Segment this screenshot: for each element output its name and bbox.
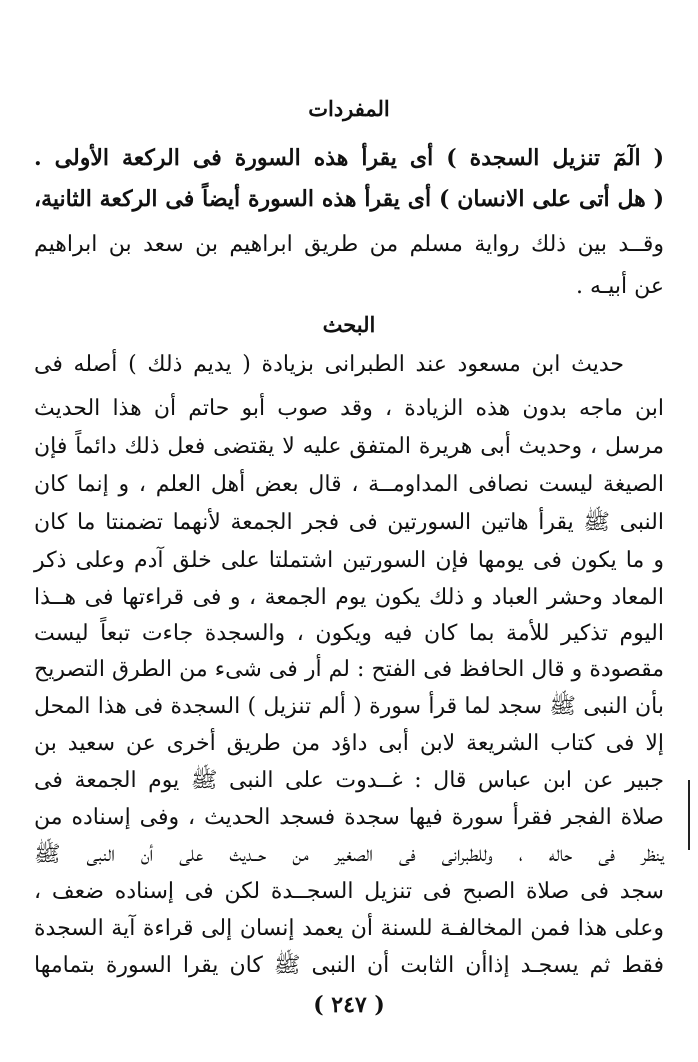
vocab-line: وقــد بين ذلك رواية مسلم من طريق ابراهيم بن سعد بن ابراهيم [34,232,664,257]
research-line: صلاة الفجر فقرأ سورة فيها سجدة فسجد الحديث ، وفى إسناده من [34,805,664,830]
research-line: المعاد وحشر العباد و ذلك يكون يوم الجمعة ، و فى قراءتها فى هــذا [34,585,664,610]
research-line: ينظر فى حاله ، وللطبرانى فى الصغير من حــديث على أن النبى ﷺ [34,842,664,867]
research-line: إلا فى كتاب الشريعة لابن أبى داؤد من طريق أخرى عن سعيد بن [34,731,664,756]
research-line: و ما يكون فى يومها فإن السورتين اشتملتا على خلق آدم وعلى ذكر [34,548,664,573]
research-line: مقصودة و قال الحافظ فى الفتح : لم أر فى شىء من الطرق التصريح [34,657,665,682]
page-number: ( ٢٤٧ ) [313,992,385,1018]
research-line: جبير عن ابن عباس قال : غــدوت على النبى ﷺ يوم الجمعة فى [34,768,664,793]
research-line: سجد فى صلاة الصبح فى تنزيل السجــدة لكن فى إسناده ضعف ، [34,879,664,904]
research-line: النبى ﷺ يقرأ هاتين السورتين فى فجر الجمعة لأنهما تضمنتا ما كان [34,510,664,535]
vocab-line: ( الٓمٓ تنزيل السجدة ) أى يقرأ هذه السورة فى الركعة الأولى . [34,145,664,171]
research-heading: البحث [322,312,376,337]
vocab-line: ( هل أتى على الانسان ) أى يقرأ هذه السورة أيضاً فى الركعة الثانية، [34,186,664,212]
page-edge-mark [688,780,690,850]
research-line: وعلى هذا فمن المخالفـة للسنة أن يعمد إنسان إلى قراءة آية السجدة [34,916,664,941]
research-line: ابن ماجه بدون هذه الزيادة ، وقد صوب أبو حاتم أن هذا الحديث [34,396,664,421]
research-line: اليوم تذكير للأمة بما كان فيه ويكون ، والسجدة جاءت تبعاً ليست [34,621,664,646]
research-line: مرسل ، وحديث أبى هريرة المتفق عليه لا يقتضى فعل ذلك دائماً فإن [34,434,664,459]
vocab-line-end: عن أبيـه . [576,274,664,299]
vocab-heading: المفردات [308,96,390,121]
research-line-indented: حديث ابن مسعود عند الطبرانى بزيادة ( يديم ذلك ) أصله فى [34,352,624,377]
research-line: بأن النبى ﷺ سجد لما قرأ سورة ( ألم تنزيل ) السجدة فى هذا المحل [34,694,664,719]
research-line: فقط ثم يسجـد إذاأن الثابت أن النبى ﷺ كان يقرا السورة بتمامها [34,953,664,978]
research-line: الصيغة ليست نصافى المداومــة ، قال بعض أهل العلم ، و إنما كان [34,472,664,497]
